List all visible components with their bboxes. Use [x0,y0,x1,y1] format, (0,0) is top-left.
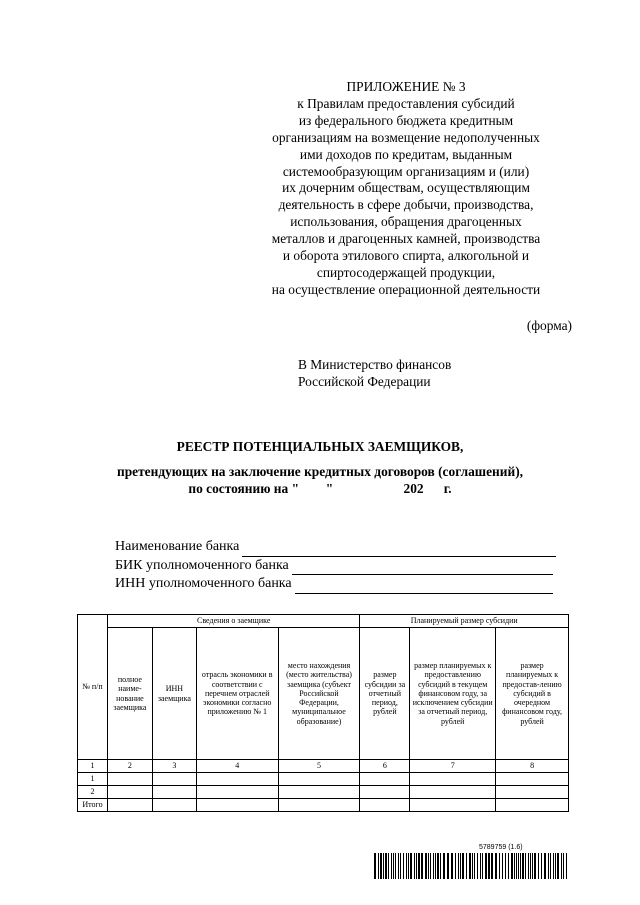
bik-label: БИК уполномоченного банка [115,557,289,573]
barcode-number: 5789759 (1.6) [479,844,523,851]
cell[interactable] [410,773,496,786]
appendix-line: ими доходов по кредитам, выданным [299,146,513,162]
inn-field [115,575,556,594]
appendix-header [240,79,572,299]
appendix-line: и оборота этилового спирта, алкогольной и [282,248,530,264]
total-row [78,799,569,812]
cell[interactable] [152,786,196,799]
header-subsidy-current: размер планируемых к предоставлению субсидий в текущем финансовом году, за исключением субсидии за отчетный период, рублей [410,628,496,760]
appendix-line: их дочерним обществам, осуществляющим [282,180,530,196]
header-group-subsidy: Планируемый размер субсидии [360,615,569,628]
header-group-borrower: Сведения о заемщике [107,615,359,628]
cell[interactable] [278,799,360,812]
appendix-line: ПРИЛОЖЕНИЕ № 3 [346,79,466,94]
bik-blank[interactable] [292,561,553,575]
header-location: место нахождения (место жительства) заемщика (субъект Российской Федерации, муниципальное образование) [278,628,360,760]
bank-name-field [115,538,556,557]
row-number: 2 [78,786,108,799]
index-cell: 1 [78,760,108,773]
inn-blank[interactable] [295,580,553,594]
title-line-1: РЕЕСТР ПОТЕНЦИАЛЬНЫХ ЗАЕМЩИКОВ, [176,439,464,454]
appendix-line: использования, обращения драгоценных [290,214,522,230]
appendix-line: деятельность в сфере добычи, производства, [278,197,534,213]
barcode-icon [374,853,570,879]
cell[interactable] [410,786,496,799]
cell[interactable] [360,786,410,799]
appendix-line: из федерального бюджета кредитным [298,112,514,128]
index-cell: 5 [278,760,360,773]
cell[interactable] [410,799,496,812]
addressee [298,357,451,391]
addressee-line-1: В Министерство финансов [298,357,452,372]
inn-label: ИНН уполномоченного банка [115,576,292,591]
cell[interactable] [278,773,360,786]
appendix-line: организациям на возмещение недополученных [272,129,540,145]
index-cell: 6 [360,760,410,773]
index-cell: 2 [107,760,152,773]
index-cell: 8 [496,760,569,773]
bank-name-blank[interactable] [242,543,556,557]
header-full-name: полное наиме-нование заемщика [107,628,152,760]
cell[interactable] [107,773,152,786]
total-label: Итого [78,799,108,812]
index-cell: 4 [196,760,278,773]
cell[interactable] [152,773,196,786]
index-row [78,760,569,773]
document-title [60,438,580,497]
addressee-line-2: Российской Федерации [298,373,431,389]
title-line-2: претендующих на заключение кредитных договоров (соглашений), [116,464,524,479]
form-label: (форма) [526,318,572,333]
cell[interactable] [278,786,360,799]
cell[interactable] [152,799,196,812]
cell[interactable] [196,799,278,812]
table-row [78,786,569,799]
title-line-3: по состоянию на " " 202 г. [188,481,452,496]
appendix-line: металлов и драгоценных камней, производства [271,231,541,247]
cell[interactable] [360,773,410,786]
index-cell: 3 [152,760,196,773]
appendix-line: к Правилам предоставления субсидий [297,95,515,111]
cell[interactable] [196,773,278,786]
bik-field [115,557,556,576]
row-number: 1 [78,773,108,786]
appendix-line: на осуществление операционной деятельности [271,281,541,297]
cell[interactable] [196,786,278,799]
cell[interactable] [107,786,152,799]
header-subsidy-reported: размер субсидии за отчетный период, рублей [360,628,410,760]
index-cell: 7 [410,760,496,773]
cell[interactable] [496,773,569,786]
header-number: № п/п [78,615,108,760]
table-row [78,773,569,786]
appendix-line: системообразующим организациям и (или) [282,163,530,179]
header-industry: отрасль экономики в соответствии с перечнем отраслей экономики согласно приложению № 1 [196,628,278,760]
bank-fields [115,538,556,594]
header-subsidy-next: размер планируемых к предостав-лению субсидий в очередном финансовом году, рублей [496,628,569,760]
cell[interactable] [496,786,569,799]
registry-table [77,614,569,812]
cell[interactable] [107,799,152,812]
cell[interactable] [496,799,569,812]
cell[interactable] [360,799,410,812]
appendix-line: спиртосодержащей продукции, [316,264,496,280]
header-inn: ИНН заемщика [152,628,196,760]
bank-name-label: Наименование банка [115,539,240,554]
